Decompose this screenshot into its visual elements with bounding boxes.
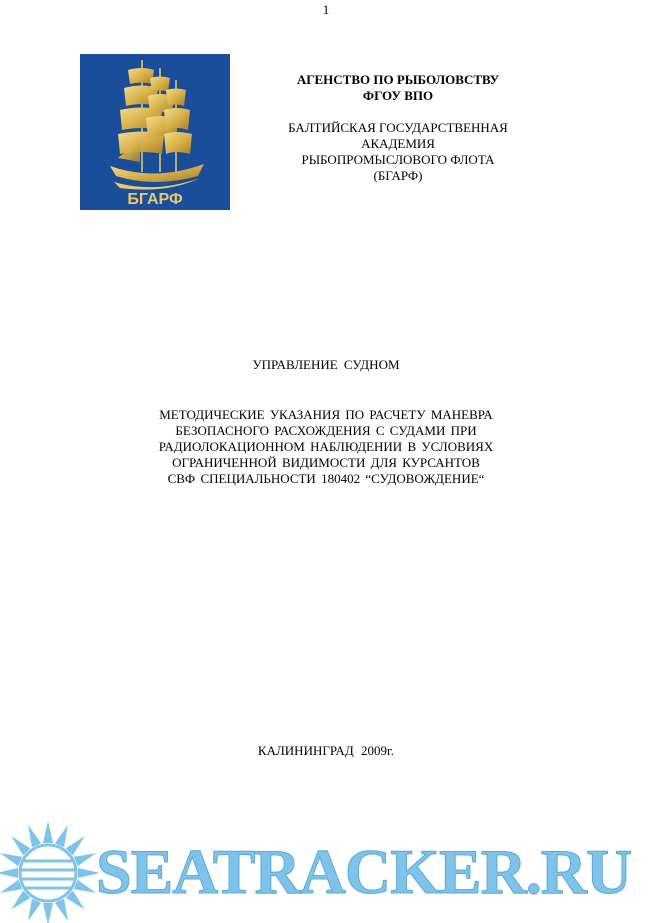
academy-line-1: БАЛТИЙСКАЯ ГОСУДАРСТВЕННАЯ (288, 120, 508, 135)
academy-line-2: АКАДЕМИЯ (361, 136, 435, 151)
logo-text: БГАРФ (127, 191, 183, 208)
document-subject: УПРАВЛЕНИЕ СУДНОМ (252, 357, 400, 372)
agency-line-2: ФГОУ ВПО (362, 88, 434, 103)
title-line: РАДИОЛОКАЦИОННОМ НАБЛЮДЕНИИ В УСЛОВИЯХ (158, 439, 494, 454)
title-line: ОГРАНИЧЕННОЙ ВИДИМОСТИ ДЛЯ КУРСАНТОВ (172, 455, 480, 470)
page-number: 1 (322, 2, 330, 17)
academy-line-3: РЫБОПРОМЫСЛОВОГО ФЛОТА (301, 152, 495, 167)
institution-header (258, 72, 538, 184)
watermark-text: SEATRACKER.RU (96, 836, 632, 907)
sailing-ship-icon (80, 54, 230, 210)
city-year: КАЛИНИНГРАД 2009г. (257, 743, 395, 758)
watermark (0, 815, 652, 923)
title-line: МЕТОДИЧЕСКИЕ УКАЗАНИЯ ПО РАСЧЕТУ МАНЕВРА (159, 407, 493, 422)
title-line: СВФ СПЕЦИАЛЬНОСТИ 180402 “СУДОВОЖДЕНИЕ“ (167, 471, 485, 486)
agency-line-1: АГЕНСТВО ПО РЫБОЛОВСТВУ (296, 72, 500, 87)
document-title (90, 407, 562, 487)
academy-logo (80, 54, 230, 210)
sun-icon (0, 815, 110, 923)
academy-line-4: (БГАРФ) (373, 168, 423, 183)
title-line: БЕЗОПАСНОГО РАСХОЖДЕНИЯ С СУДАМИ ПРИ (175, 423, 477, 438)
